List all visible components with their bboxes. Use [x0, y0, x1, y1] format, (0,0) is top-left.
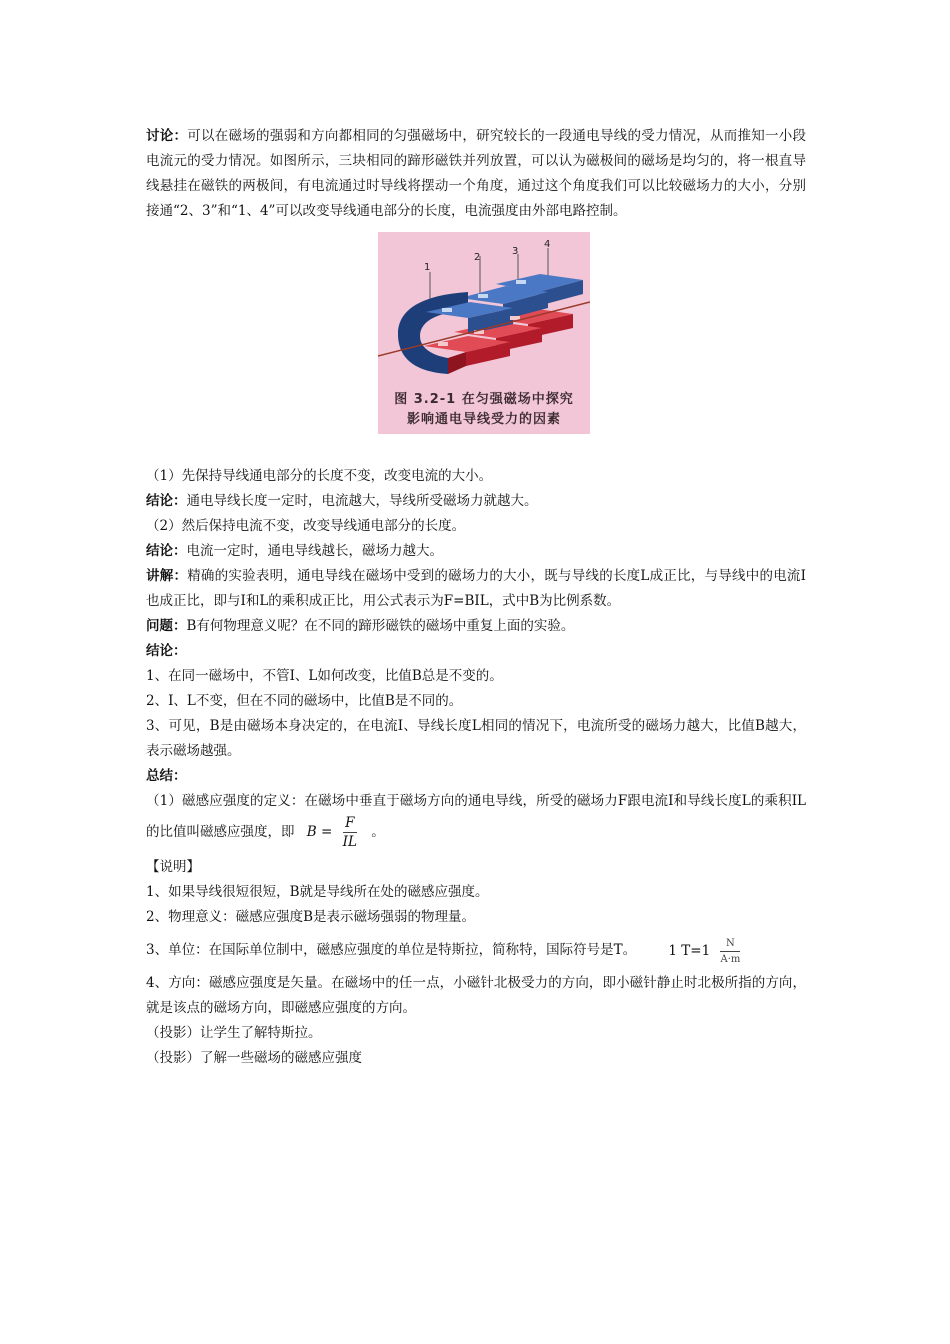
conclusion1-paragraph	[146, 489, 806, 514]
summary-label: 总结：	[146, 768, 187, 784]
unit-fraction	[720, 936, 740, 967]
conclusion3-item-2: 2、I、L不变，但在不同的磁场中，比值B是不同的。	[146, 693, 463, 709]
notes-header: 【说明】	[146, 859, 200, 875]
discussion-label: 讨论：	[146, 128, 188, 144]
question-text: B有何物理意义呢？在不同的蹄形磁铁的磁场中重复上面的实验。	[186, 618, 575, 634]
summary-heading	[146, 764, 806, 789]
notes-item-4: 4、方向：磁感应强度是矢量。在磁场中的任一点，小磁针北极受力的方向，即小磁针静止时北极所指的方向，就是该点的磁场方向，即磁感应强度的方向。	[146, 974, 806, 1016]
question-label: 问题：	[146, 618, 187, 634]
conclusion2-paragraph	[146, 539, 806, 564]
figure-label-4: 4	[544, 239, 551, 250]
document-page	[146, 124, 806, 1071]
figure-caption-line1: 图 3.2-1 在匀强磁场中探究	[394, 392, 574, 407]
formula-fraction	[343, 814, 357, 851]
projection-1: （投影）让学生了解特斯拉。	[146, 1024, 322, 1041]
discussion-paragraph	[146, 124, 806, 224]
conclusion3-heading	[146, 639, 806, 664]
explain-text: 精确的实验表明，通电导线在磁场中受到的磁场力的大小，既与导线的长度L成正比，与导线中的电流I也成正比，即与I和L的乘积成正比，用公式表示为F=BIL，式中B为比例系数。	[146, 568, 807, 609]
question-paragraph	[146, 614, 806, 639]
figure-caption	[378, 390, 590, 430]
explain-label: 讲解：	[146, 568, 188, 584]
definition-text: （1）磁感应强度的定义：在磁场中垂直于磁场方向的通电导线，所受的磁场力F跟电流I和导线长度L的乘积IL的比值叫磁感应强度，即	[146, 793, 806, 840]
notes-item-3-paragraph	[146, 930, 806, 971]
unit-lhs: 1 T=1	[668, 942, 711, 959]
step2-text: （2）然后保持电流不变，改变导线通电部分的长度。	[146, 518, 466, 534]
conclusion3-item-1: 1、在同一磁场中，不管I、L如何改变，比值B总是不变的。	[146, 668, 503, 684]
conclusion1-text: 通电导线长度一定时，电流越大，导线所受磁场力就越大。	[186, 493, 538, 509]
figure-label-2: 2	[474, 252, 481, 263]
definition-end: 。	[371, 824, 385, 840]
explain-paragraph	[146, 564, 806, 614]
discussion-text: 可以在磁场的强弱和方向都相同的匀强磁场中，研究较长的一段通电导线的受力情况，从而推知一小段电流元的受力情况。如图所示，三块相同的蹄形磁铁并列放置，可以认为磁极间的磁场是均匀的，将一根直导线悬挂在磁铁的两极间，有电流通过时导线将摆动一个角度，通过这个角度我们可以比较磁场力的大小，分别接通“2、3”和“1、4”可以改变导线通电部分的长度，电流强度由外部电路控制。	[146, 128, 807, 219]
formula-lhs: B =	[306, 824, 333, 840]
definition-formula	[307, 814, 363, 851]
conclusion2-text: 电流一定时，通电导线越长，磁场力越大。	[186, 543, 443, 559]
formula-denominator: IL	[342, 834, 357, 850]
unit-numerator: N	[720, 936, 740, 952]
step1-text: （1）先保持导线通电部分的长度不变，改变电流的大小。	[146, 468, 493, 484]
conclusion3-item-3: 3、可见，B是由磁场本身决定的，在电流I、导线长度L相同的情况下，电流所受的磁场力越大，比值B越大，表示磁场越强。	[146, 718, 806, 759]
conclusion2-label: 结论：	[146, 543, 187, 559]
figure-label-3: 3	[512, 246, 519, 257]
definition-paragraph	[146, 789, 806, 851]
notes-item-1: 1、如果导线很短很短，B就是导线所在处的磁感应强度。	[146, 884, 489, 900]
unit-denominator: A·m	[720, 953, 741, 965]
figure-container	[146, 224, 806, 464]
magnet-experiment-figure	[378, 232, 590, 434]
conclusion1-label: 结论：	[146, 493, 187, 509]
notes-item-3: 3、单位：在国际单位制中，磁感应强度的单位是特斯拉，简称特，国际符号是T。	[146, 942, 637, 958]
formula-numerator: F	[343, 814, 357, 833]
projection-2: （投影）了解一些磁场的磁感应强度	[146, 1049, 362, 1066]
unit-formula	[668, 931, 746, 971]
conclusion3-label: 结论：	[146, 643, 187, 659]
figure-caption-line2: 影响通电导线受力的因素	[406, 412, 561, 427]
figure-label-1: 1	[424, 262, 431, 273]
notes-item-2: 2、物理意义：磁感应强度B是表示磁场强弱的物理量。	[146, 909, 476, 925]
